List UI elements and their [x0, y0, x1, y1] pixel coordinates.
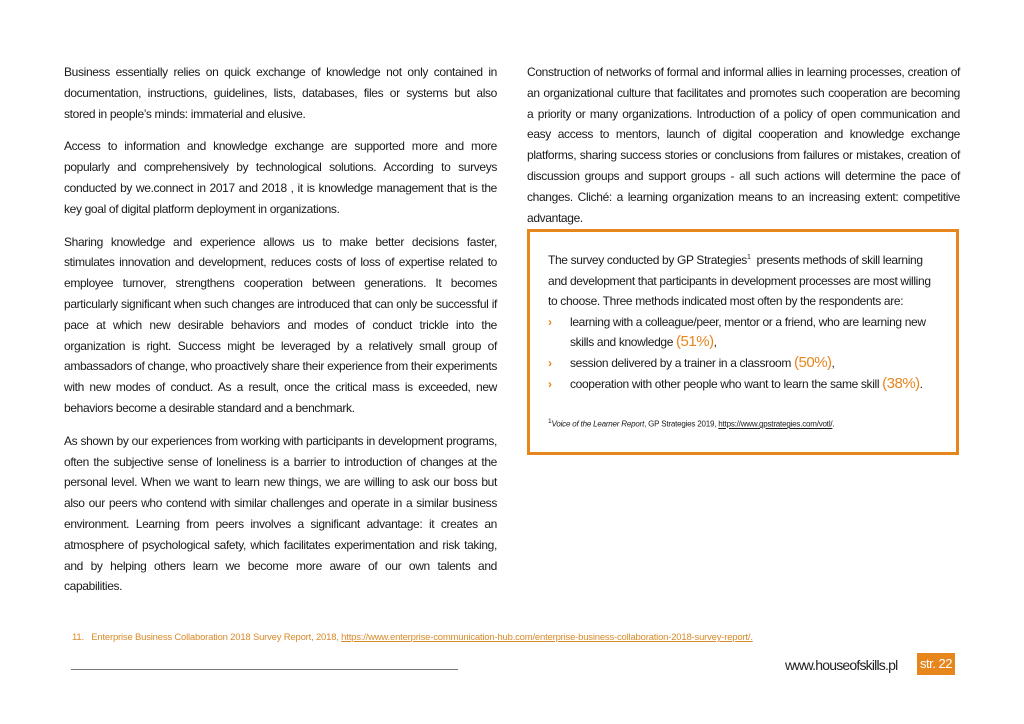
- item-text: cooperation with other people who want to learn the same skill: [570, 376, 883, 391]
- punct: .: [832, 419, 835, 429]
- intro-text: presents methods of skill learning and development that participants in development processes are most willing to choose. Three methods indicated most often by the respondents are:: [548, 253, 934, 309]
- left-column: [64, 62, 497, 609]
- paragraph: Sharing knowledge and experience allows us to make better decisions faster, stimulates innovation and development, reduces costs of loss of expertise related to employee turnover, strengthens cooperation between generations. It becomes particularly significant when such changes are introduced that can only be successful if pace at which new desirable behaviors and modes of conduct trickle into the organization is right. Success might be leveraged by a relatively small group of ambassadors of change, who proactively share their experience from their experiments with new modes of conduct. As a result, once the critical mass is exceeded, new behaviors become a desirable standard and a benchmark.: [64, 234, 497, 415]
- chevron-right-icon: ›: [548, 355, 552, 370]
- paragraph: Access to information and knowledge exchange are supported more and more popularly and comprehensively by technological solutions. According to surveys conducted by we.connect in 2017 and 2018 , it is knowledge management that is the key goal of digital platform deployment in organizations.: [64, 139, 497, 216]
- methods-list: [548, 312, 938, 394]
- report-title: Voice of the Learner Report: [551, 419, 645, 429]
- survey-report-link[interactable]: https://www.enterprise-communication-hub.com/enterprise-business-collaboration-2018-survey-report/.: [341, 632, 753, 643]
- item-text: session delivered by a trainer in a classroom: [570, 355, 795, 370]
- website-url: www.houseofskills.pl: [785, 657, 898, 673]
- list-item: [548, 353, 938, 374]
- footer-divider: [71, 669, 458, 670]
- percent-value: (50%): [794, 353, 832, 371]
- callout-footnote: [548, 416, 938, 431]
- right-column: [527, 62, 960, 240]
- list-item: [548, 312, 938, 353]
- percent-value: (38%): [882, 374, 920, 392]
- paragraph: Construction of networks of formal and informal allies in learning processes, creation of an organizational culture that facilitates and promotes such cooperation are becoming a priority or many organizations. Introduction of a policy of open communication and easy access to mentors, launch of digital cooperation and knowledge exchange platforms, sharing success stories or conclusions from failures or mistakes, creation of discussion groups and support groups - all such actions will determine the pace of changes. Cliché: a learning organization means to an increasing extent: competitive advantage.: [527, 65, 960, 225]
- gpstrategies-link[interactable]: https://www.gpstrategies.com/votl/: [718, 419, 833, 429]
- footnote-text: Enterprise Business Collaboration 2018 Survey Report, 2018,: [91, 632, 342, 643]
- callout-intro: [548, 248, 938, 312]
- intro-text: The survey conducted by GP Strategies: [548, 253, 747, 267]
- page-footnote: [72, 632, 753, 643]
- paragraph: Business essentially relies on quick exchange of knowledge not only contained in documentation, instructions, guidelines, lists, databases, files or systems but also stored in people’s minds: immaterial and elusive.: [64, 65, 497, 121]
- punct: ,: [713, 335, 717, 350]
- chevron-right-icon: ›: [548, 376, 552, 391]
- footnote-ref: 1: [746, 254, 751, 261]
- list-item: [548, 374, 938, 395]
- survey-callout-box: [527, 229, 959, 455]
- punct: ,: [831, 355, 835, 370]
- footnote-text: , GP Strategies 2019,: [644, 419, 719, 429]
- percent-value: (51%): [676, 333, 714, 351]
- footnote-num: 1: [548, 418, 552, 426]
- punct: .: [919, 376, 923, 391]
- item-text: learning with a colleague/peer, mentor or a friend, who are learning new skills and knowledge: [570, 314, 926, 350]
- footnote-num: 11.: [72, 632, 84, 643]
- page-number-badge: str. 22: [917, 653, 955, 675]
- paragraph: As shown by our experiences from working with participants in development programs, often the subjective sense of loneliness is a barrier to introduction of changes at the personal level. When we want to learn new things, we are willing to ask our boss but also our peers who contend with similar challenges and operate in a similar business environment. Learning from peers involves a significant advantage: it creates an atmosphere of psychological safety, which facilitates experimentation and risk taking, and by helping others learn we become more aware of our own talents and capabilities.: [64, 433, 497, 594]
- chevron-right-icon: ›: [548, 314, 552, 329]
